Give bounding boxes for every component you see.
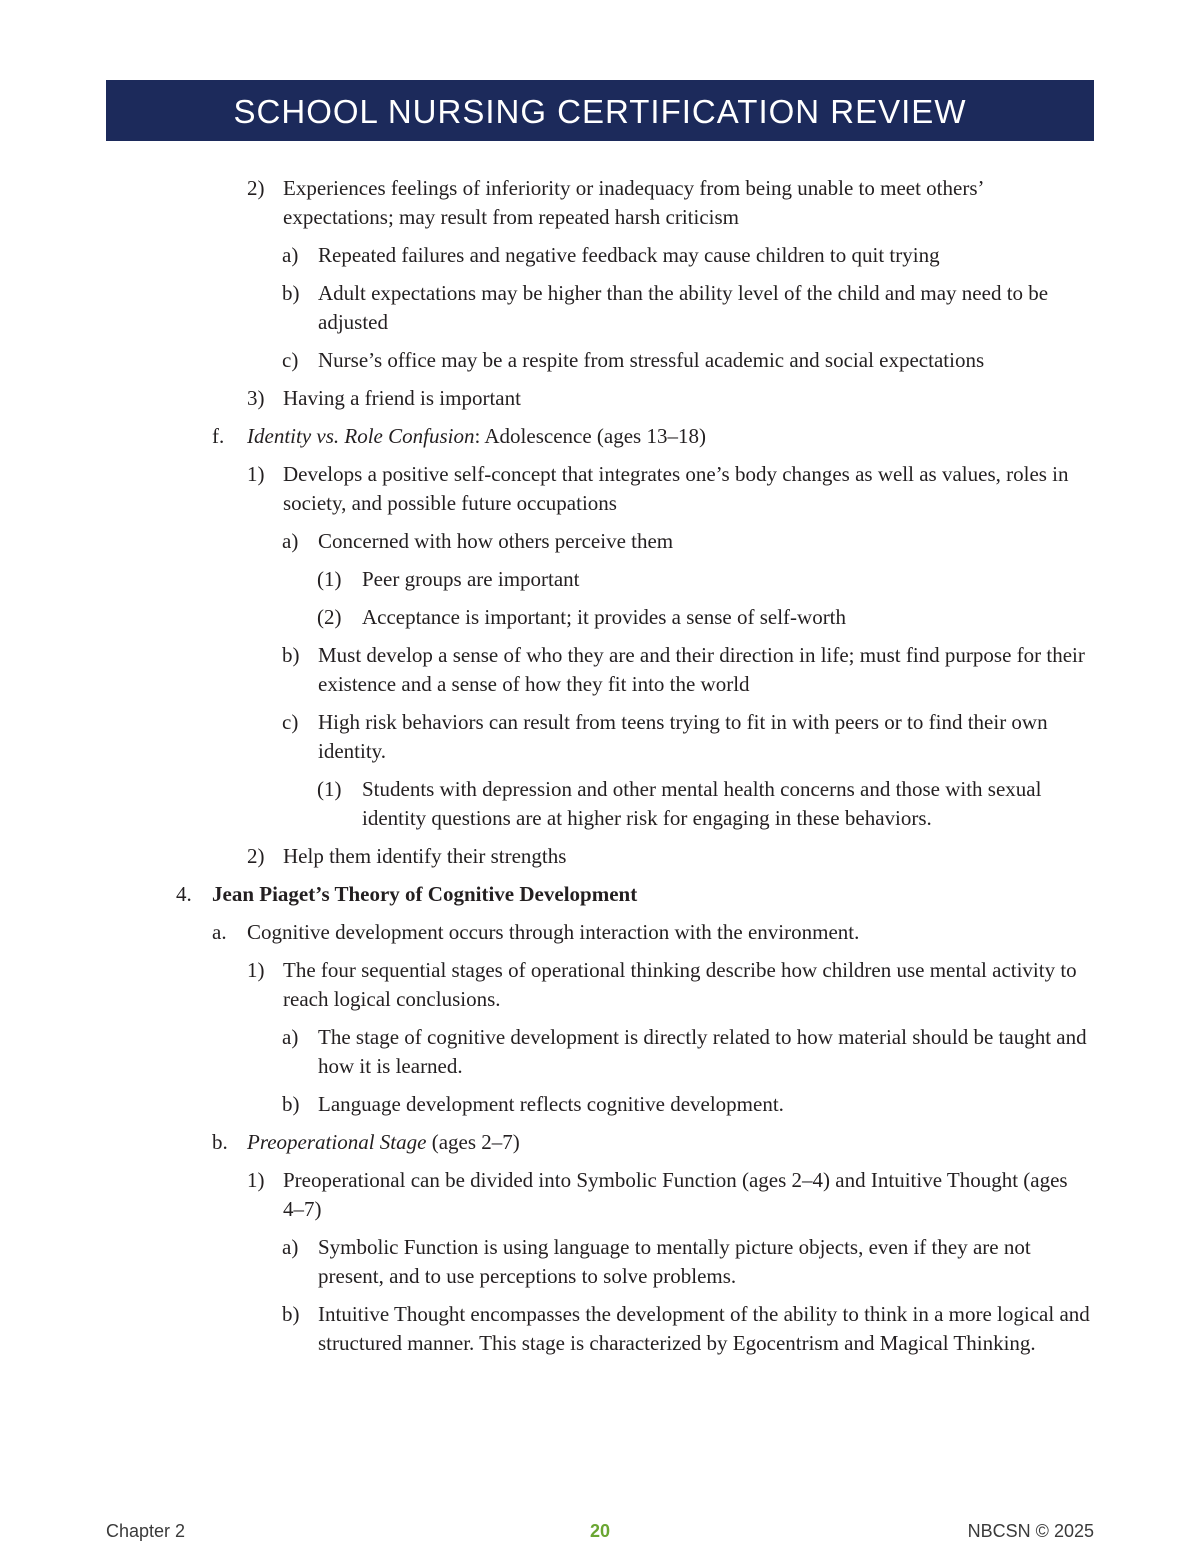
outline-item <box>212 422 1200 451</box>
outline-body-text: (ages 2–7) <box>426 1130 520 1154</box>
outline-heading: Jean Piaget’s Theory of Cognitive Development <box>212 882 638 906</box>
outline-marker: b) <box>282 281 300 305</box>
outline-marker: a) <box>282 1235 299 1259</box>
outline-text <box>247 1130 520 1154</box>
outline-marker: 4. <box>176 882 192 906</box>
outline-body-text: The stage of cognitive development is directly related to how material should be taught and how it is learned. <box>318 1025 1087 1078</box>
outline-item <box>282 1090 1090 1119</box>
outline-body-text: Repeated failures and negative feedback may cause children to quit trying <box>318 243 940 267</box>
outline-marker: (1) <box>317 567 342 591</box>
outline-marker: c) <box>282 348 299 372</box>
outline-item <box>176 880 1200 909</box>
footer-page-number: 20 <box>589 1521 611 1541</box>
outline-text <box>318 710 1048 763</box>
outline-item <box>247 384 1087 413</box>
outline-text <box>283 958 1077 1011</box>
outline-body-text: Having a friend is important <box>283 386 521 410</box>
outline-text <box>318 529 673 553</box>
outline-marker: 3) <box>247 386 265 410</box>
outline-marker: b) <box>282 1092 300 1116</box>
outline-item <box>247 1166 1087 1224</box>
outline-text <box>318 1092 784 1116</box>
outline-marker: b. <box>212 1130 228 1154</box>
outline-item <box>282 1233 1090 1291</box>
outline-text <box>318 243 940 267</box>
outline-text <box>247 424 706 448</box>
outline-item <box>247 842 1087 871</box>
outline-body-text: Peer groups are important <box>362 567 580 591</box>
outline-text <box>318 1302 1090 1355</box>
header-title: SCHOOL NURSING CERTIFICATION REVIEW <box>233 93 967 130</box>
outline-marker: 1) <box>247 462 265 486</box>
outline-text <box>283 1168 1068 1221</box>
outline-marker: c) <box>282 710 299 734</box>
outline-item <box>247 460 1087 518</box>
outline-marker: a) <box>282 529 299 553</box>
outline-body-text: The four sequential stages of operational thinking describe how children use mental activity to reach logical conclusions. <box>283 958 1077 1011</box>
outline-body-text: Experiences feelings of inferiority or inadequacy from being unable to meet others’ expectations; may result from repeated harsh criticism <box>283 176 983 229</box>
outline-body-text: Cognitive development occurs through interaction with the environment. <box>247 920 860 944</box>
outline-text <box>318 643 1085 696</box>
outline-item <box>317 603 1052 632</box>
outline-text <box>362 605 846 629</box>
outline-italic-term: Identity vs. Role Confusion <box>247 424 475 448</box>
outline-item <box>317 775 1052 833</box>
page-header-banner <box>106 80 1094 141</box>
outline-body-text: Concerned with how others perceive them <box>318 529 674 553</box>
outline-item <box>282 641 1090 699</box>
outline-item <box>282 241 1090 270</box>
outline-body-text: Adult expectations may be higher than the ability level of the child and may need to be adjusted <box>318 281 1049 334</box>
outline-body-text: Must develop a sense of who they are and their direction in life; must find purpose for their existence and a sense of how they fit into the world <box>318 643 1085 696</box>
outline-item <box>282 279 1090 337</box>
outline-text <box>318 1025 1087 1078</box>
outline-body-text: Symbolic Function is using language to mentally picture objects, even if they are not present, and to use perceptions to solve problems. <box>318 1235 1031 1288</box>
outline-text <box>362 567 580 591</box>
outline-text <box>283 844 566 868</box>
outline-marker: (2) <box>317 605 342 629</box>
outline-text <box>318 348 984 372</box>
footer-chapter: Chapter 2 <box>106 1521 186 1541</box>
outline-body-text: Intuitive Thought encompasses the development of the ability to think in a more logical and structured manner. This stage is characterized by Egocentrism and Magical Thinking. <box>318 1302 1090 1355</box>
outline-item <box>282 1300 1090 1358</box>
outline-marker: (1) <box>317 777 342 801</box>
outline-item <box>212 918 1200 947</box>
outline-text <box>362 777 1041 830</box>
outline-marker: a) <box>282 243 299 267</box>
outline-text <box>283 386 521 410</box>
outline-text <box>283 176 983 229</box>
outline-item <box>247 956 1087 1014</box>
outline-text <box>247 920 859 944</box>
outline-item <box>317 565 1052 594</box>
outline-body-text: Language development reflects cognitive development. <box>318 1092 784 1116</box>
outline-item <box>282 527 1090 556</box>
outline-text <box>283 462 1069 515</box>
outline-item <box>247 174 1087 232</box>
outline-body-text: Develops a positive self-concept that integrates one’s body changes as well as values, roles in society, and possible future occupations <box>283 462 1069 515</box>
outline-marker: a) <box>282 1025 299 1049</box>
outline-body-text: High risk behaviors can result from teens trying to fit in with peers or to find their own identity. <box>318 710 1048 763</box>
outline-body-text: Preoperational can be divided into Symbolic Function (ages 2–4) and Intuitive Thought (ages 4–7) <box>283 1168 1068 1221</box>
footer-copyright: NBCSN © 2025 <box>967 1521 1094 1541</box>
outline-italic-term: Preoperational Stage <box>247 1130 427 1154</box>
outline-marker: f. <box>212 424 225 448</box>
outline-item <box>282 346 1090 375</box>
outline-marker: 1) <box>247 958 265 982</box>
outline-item <box>282 1023 1090 1081</box>
outline-marker: 1) <box>247 1168 265 1192</box>
outline-body-text: Acceptance is important; it provides a sense of self-worth <box>362 605 847 629</box>
outline-marker: b) <box>282 1302 300 1326</box>
outline-body-text: : Adolescence (ages 13–18) <box>474 424 706 448</box>
outline-content <box>0 174 1200 1367</box>
outline-item <box>212 1128 1200 1157</box>
outline-marker: a. <box>212 920 227 944</box>
outline-text <box>212 882 637 906</box>
outline-body-text: Help them identify their strengths <box>283 844 567 868</box>
outline-marker: 2) <box>247 176 265 200</box>
outline-body-text: Students with depression and other mental health concerns and those with sexual identity questions are at higher risk for engaging in these behaviors. <box>362 777 1042 830</box>
outline-text <box>318 281 1048 334</box>
outline-item <box>282 708 1090 766</box>
outline-body-text: Nurse’s office may be a respite from stressful academic and social expectations <box>318 348 985 372</box>
outline-text <box>318 1235 1031 1288</box>
outline-marker: b) <box>282 643 300 667</box>
outline-marker: 2) <box>247 844 265 868</box>
